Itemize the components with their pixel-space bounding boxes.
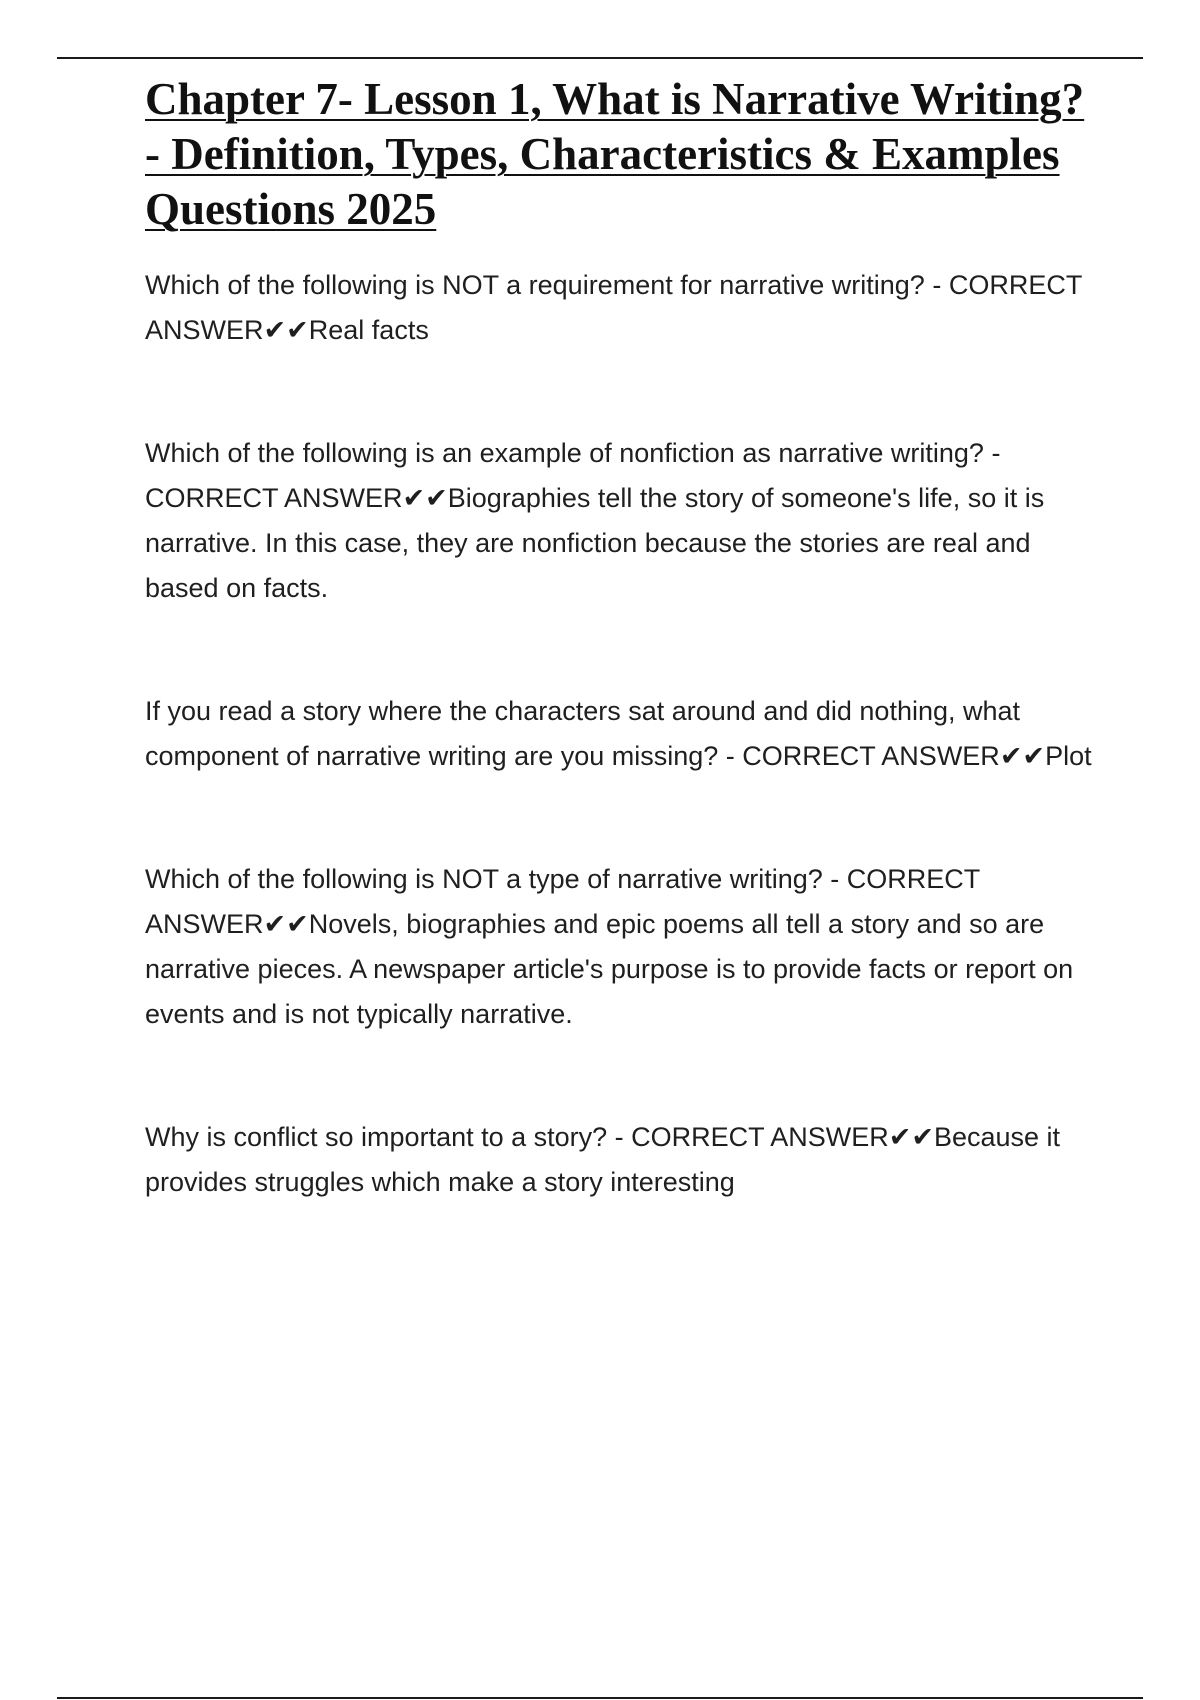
document-title: Chapter 7- Lesson 1, What is Narrative Writing? - Definition, Types, Characteristics & Examples Questions 2025 — [145, 74, 1085, 234]
qa-item-4 — [145, 857, 1095, 1037]
answer-separator: - — [607, 1122, 632, 1152]
answer-text: Biographies tell the story of someone's life, so it is narrative. In this case, they are nonfiction because the stories are real and based on facts. — [145, 483, 1045, 603]
check-mark-icon: ✔✔ — [263, 315, 309, 345]
question-text: Which of the following is NOT a requirement for narrative writing? — [145, 270, 925, 300]
qa-item-3 — [145, 689, 1095, 779]
correct-answer-label: CORRECT ANSWER — [145, 864, 980, 939]
check-mark-icon: ✔✔ — [999, 741, 1046, 771]
question-text: If you read a story where the characters sat around and did nothing, what component of narrative writing are you missing? — [145, 696, 1021, 771]
check-mark-icon: ✔✔ — [888, 1122, 934, 1152]
correct-answer-label: CORRECT ANSWER — [631, 1122, 889, 1152]
correct-answer-label: CORRECT ANSWER — [145, 483, 403, 513]
correct-answer-label: CORRECT ANSWER — [742, 741, 1000, 771]
correct-answer-label: CORRECT ANSWER — [145, 270, 1082, 345]
question-text: Which of the following is an example of nonfiction as narrative writing? — [145, 438, 984, 468]
qa-item-5 — [145, 1115, 1095, 1205]
bottom-divider — [57, 1697, 1143, 1699]
answer-separator: - — [822, 864, 847, 894]
answer-text: Because it provides struggles which make a story interesting — [145, 1122, 1061, 1197]
answer-text: Real facts — [308, 315, 429, 345]
question-text: Why is conflict so important to a story? — [145, 1122, 608, 1152]
answer-text: Novels, biographies and epic poems all tell a story and so are narrative pieces. A newspaper article's purpose is to provide facts or report on events and is not typically narrative. — [145, 909, 1074, 1029]
qa-item-2 — [145, 431, 1095, 611]
qa-item-1 — [145, 263, 1095, 353]
answer-separator: - — [718, 741, 743, 771]
document-body — [145, 72, 1095, 1283]
answer-separator: - — [924, 270, 949, 300]
check-mark-icon: ✔✔ — [263, 909, 309, 939]
check-mark-icon: ✔✔ — [402, 483, 448, 513]
top-divider — [57, 57, 1143, 59]
answer-text: Plot — [1045, 741, 1092, 771]
answer-separator: - — [983, 438, 1001, 468]
qa-list — [145, 263, 1095, 1205]
question-text: Which of the following is NOT a type of narrative writing? — [145, 864, 823, 894]
